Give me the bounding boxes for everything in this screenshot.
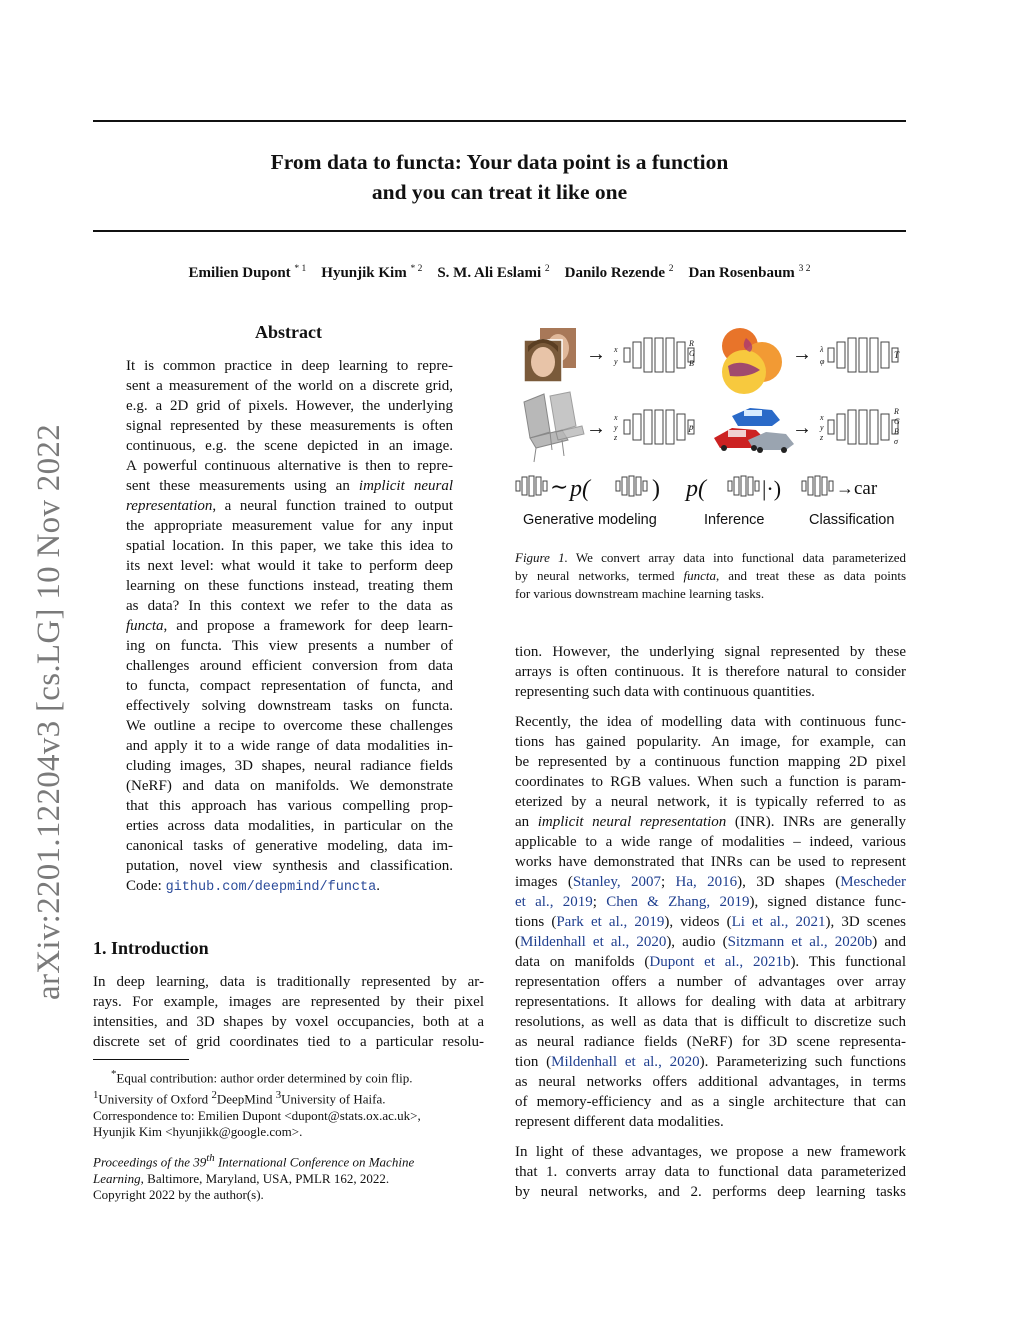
author-affiliation-mark: 3 2 (798, 264, 811, 274)
class-label-car: car (854, 478, 878, 499)
text-line: ing on functa. This view presents a number of (126, 638, 453, 654)
title-bottom-rule (93, 230, 906, 232)
code-link[interactable]: github.com/deepmind/functa (165, 880, 377, 895)
svg-text:→: → (586, 343, 606, 365)
text-line: continuous, e.g. the scene depicted in an image. (126, 438, 453, 454)
output-b-label: B (689, 359, 694, 368)
abstract-body (126, 356, 453, 896)
input-x-label: x (614, 345, 618, 354)
text-line: canonical tasks of generative modeling, data im- (126, 838, 453, 854)
text-line: representations. It allows for dealing with data at arbitrary (515, 994, 906, 1010)
text-line: that this approach has various compelling prop- (126, 798, 453, 814)
formula-condition: |·) (762, 476, 782, 501)
arxiv-id-text: arXiv:2201.12204v3 [cs.LG] 10 Nov 2022 (31, 424, 67, 1000)
text-line: It is common practice in deep learning to repre- (126, 358, 453, 374)
svg-text:→: → (792, 417, 812, 439)
author-name: S. M. Ali Eslami (437, 265, 542, 281)
text-line: tion. However, the underlying signal represented by these (515, 644, 906, 660)
text-line: Recently, the idea of modelling data with continuous func- (515, 714, 906, 730)
output-p-label: p (689, 422, 694, 432)
text-line: represent different data modalities. (515, 1114, 724, 1130)
input-z-label: z (820, 433, 824, 442)
text-line: the appropriate measurement value for any input (126, 518, 453, 534)
author-name: Emilien Dupont (188, 265, 291, 281)
citation-link[interactable]: Mildenhall et al., 2020 (520, 934, 667, 950)
inr-paragraph (515, 712, 906, 1132)
text-line: an implicit neural representation (INR). INRs are generally (515, 814, 906, 830)
face-images-icon (524, 328, 576, 382)
figure-1-graphic (510, 322, 910, 512)
citation-link[interactable]: Sitzmann et al., 2020b (727, 934, 873, 950)
text-line: functa, and propose a framework for deep learn- (126, 618, 453, 634)
input-y-label: y (614, 423, 618, 432)
functa-icon (616, 476, 647, 496)
text-line: works have demonstrated that INRs can be used to represent (515, 854, 906, 870)
text-line: representation offers a number of advantages over array (515, 974, 906, 990)
classification-arrow: → (836, 478, 854, 498)
text-line: putation, novel view synthesis and classification. (126, 858, 453, 874)
footnote-rule (93, 1059, 189, 1060)
proceedings-note (93, 1150, 493, 1204)
text-line: (Mildenhall et al., 2020), audio (Sitzmann et al., 2020b) and (515, 934, 906, 950)
svg-text:→: → (792, 343, 812, 365)
output-t-label: T (894, 350, 900, 360)
text-line: In deep learning, data is traditionally represented by ar- (93, 974, 484, 990)
formula-p: p( (570, 476, 590, 502)
input-x-label: x (614, 413, 618, 422)
text-line: learning on these functions instead, treating them (126, 578, 453, 594)
title-top-rule (93, 120, 906, 122)
citation-link[interactable]: Dupont et al., 2021b (649, 954, 791, 970)
citation-link[interactable]: et al., 2019 (515, 894, 593, 910)
text-line: Code: github.com/deepmind/functa. (126, 878, 380, 895)
text-line: coordinates to RGB values. When such a function is param- (515, 774, 906, 790)
text-line: representing such data with continuous quantities. (515, 684, 815, 700)
neural-network-icon (828, 410, 898, 444)
text-line: by neural networks, and 2. performs deep learning tasks (515, 1184, 906, 1200)
intro-heading: 1. Introduction (93, 938, 209, 958)
text-line: We outline a recipe to overcome these challenges (126, 718, 453, 734)
citation-link[interactable]: Li et al., 2021 (731, 914, 826, 930)
3d-car-scene-icon (714, 408, 794, 453)
functa-icon (802, 476, 833, 496)
input-phi-label: φ (820, 357, 825, 366)
text-line: et al., 2019; Chen & Zhang, 2019), signed distance func- (515, 894, 907, 910)
author-name: Dan Rosenbaum (688, 265, 795, 281)
text-line: e.g. a 2D grid of pixels. However, the underlying (126, 398, 453, 414)
text-line: resolutions, as well as data that is difficult to discretize such (515, 1014, 906, 1030)
neural-network-icon (624, 410, 694, 444)
input-y-label: y (614, 357, 618, 366)
sim-symbol: ∼ (550, 474, 569, 499)
text-line: representation, a neural function trained to output (126, 498, 453, 514)
text-line: by neural networks, termed functa, and treat these as data points (515, 568, 907, 583)
neural-network-icon (828, 338, 898, 372)
figure-label-inference: Inference (704, 512, 765, 528)
citation-link[interactable]: Mildenhall et al., 2020 (551, 1054, 700, 1070)
italic-term: functa (126, 618, 164, 634)
text-line: A powerful continuous alternative is then to repre- (126, 458, 453, 474)
intro-body (93, 972, 484, 1052)
text-line: In light of these advantages, we propose a new framework (515, 1144, 906, 1160)
abstract-heading: Abstract (255, 322, 322, 342)
text-line: effectively solving downstream tasks on functa. (126, 698, 453, 714)
output-g-label: G (894, 417, 900, 426)
author-list (93, 264, 906, 282)
text-line: signal represented by these measurements is often (126, 418, 453, 434)
paper-title-line-2: and you can treat it like one (371, 180, 628, 204)
citation-link[interactable]: Mescheder (840, 874, 907, 890)
formula-p-conditional: p( (686, 476, 706, 502)
figure-1-caption (515, 549, 906, 603)
text-line: its next level: what would it take to perform deep (126, 558, 453, 574)
input-x-label: x (820, 413, 824, 422)
author-affiliation-mark: * 2 (410, 264, 423, 274)
text-line: of memory-efficiency and as a single architecture that can (515, 1094, 906, 1110)
author-name: Hyunjik Kim (321, 265, 407, 281)
input-z-label: z (614, 433, 618, 442)
author-affiliation-mark: * 1 (294, 264, 307, 274)
figure-label-classification: Classification (809, 512, 895, 528)
output-b-label: B (894, 427, 899, 436)
text-line: discrete set of grid coordinates tied to a particular resolu- (93, 1034, 484, 1050)
output-r-label: R (894, 407, 899, 416)
author-affiliation-mark: 2 (668, 264, 674, 274)
footnote-affiliations: $^1$University of Oxford $^2$DeepMind $^3$University of Haifa. (93, 1088, 386, 1107)
author-name: Danilo Rezende (564, 265, 666, 281)
text-line: tions (Park et al., 2019), videos (Li et al., 2021), 3D scenes (515, 914, 906, 930)
intro-continued-paragraph (515, 642, 906, 702)
text-line: challenges around efficient conversion from data (126, 658, 453, 674)
text-line: applicable to a wide range of modalities – indeed, various (515, 834, 906, 850)
caption-label: Figure 1. (515, 550, 568, 565)
text-line: sent these measurements using an implicit neural (126, 478, 454, 494)
text-line: that 1. converts array data to functional data parameterized (515, 1164, 906, 1180)
text-line: eterized by a neural network, it is typically referred to as (515, 794, 906, 810)
text-line: arrays is often continuous. It is therefore natural to consider (515, 664, 906, 680)
text-line: be represented by a continuous function mapping 2D pixel (515, 754, 906, 770)
text-line: sent a measurement of the world on a discrete grid, (126, 378, 453, 394)
output-r-label: R (689, 339, 694, 348)
footnote-equal: *Equal contribution: author order determined by coin flip. (111, 1068, 413, 1086)
text-line: images (Stanley, 2007; Ha, 2016), 3D shapes (Mescheder (515, 874, 907, 890)
functa-icon (516, 476, 547, 496)
citation-link[interactable]: Stanley, 2007 (572, 874, 661, 890)
text-line: tions has gained popularity. An image, for example, can (515, 734, 906, 750)
output-g-label: G (689, 349, 695, 358)
figure-label-generative: Generative modeling (523, 512, 657, 528)
text-line: cluding images, 3D shapes, neural radiance fields (126, 758, 453, 774)
text-line: spatial location. In this paper, we take this idea to (126, 538, 453, 554)
text-line: (NeRF) and data on manifolds. We demonstrate (126, 778, 453, 794)
citation-link[interactable]: Ha, 2016 (675, 874, 738, 890)
neural-network-icon (624, 338, 694, 372)
text-line: Figure 1. We convert array data into functional data parameterized (515, 550, 907, 565)
author-affiliation-mark: 2 (544, 264, 550, 274)
input-y-label: y (820, 423, 824, 432)
footnotes (93, 1066, 493, 1141)
text-line: data on manifolds (Dupont et al., 2021b). This functional (515, 954, 906, 970)
text-line: intensities, and 3D shapes by voxel occupancies, both at a (93, 1014, 484, 1030)
functa-icon (728, 476, 759, 496)
italic-term: representation (126, 498, 213, 514)
text-line: Copyright 2022 by the author(s). (93, 1187, 264, 1203)
input-lambda-label: λ (820, 345, 824, 354)
text-line: to functa, compact representation of functa, and (126, 678, 453, 694)
formula-close-paren: ) (652, 476, 660, 502)
svg-text:→: → (586, 417, 606, 439)
text-line: erties across data modalities, in particular on the (126, 818, 453, 834)
footnote-correspondence: Correspondence to: Emilien Dupont <dupont@stats.ox.ac.uk>, (93, 1107, 421, 1123)
text-line: rays. For example, images are represented by their pixel (93, 994, 484, 1010)
text-line: and apply it to a wide range of data modalities in- (126, 738, 453, 754)
3d-chair-shape-icon (524, 392, 584, 462)
text-line: as neural networks offers additional advantages, in terms (515, 1074, 906, 1090)
text-line: as neural radiance fields (NeRF) for 3D scene representa- (515, 1034, 906, 1050)
climate-globe-icon (722, 328, 782, 394)
text-line: tion (Mildenhall et al., 2020). Parameterizing such functions (515, 1054, 907, 1070)
italic-term: implicit neural (358, 478, 454, 494)
text-line: as data? In this context we refer to the data as (126, 598, 453, 614)
citation-link[interactable]: Park et al., 2019 (556, 914, 665, 930)
framework-paragraph (515, 1142, 906, 1202)
text-line: for various downstream machine learning tasks. (515, 586, 765, 601)
citation-link[interactable]: Chen & Zhang, 2019 (606, 894, 750, 910)
text-line: Learning, Baltimore, Maryland, USA, PMLR 162, 2022. (93, 1170, 390, 1186)
output-sigma-label: σ (894, 437, 898, 446)
footnote-correspondence: Hyunjik Kim <hyunjikk@google.com>. (93, 1124, 303, 1140)
paper-title-line-1: From data to functa: Your data point is a function (270, 150, 729, 174)
text-line: Proceedings of the 39th International Conference on Machine (93, 1152, 415, 1170)
